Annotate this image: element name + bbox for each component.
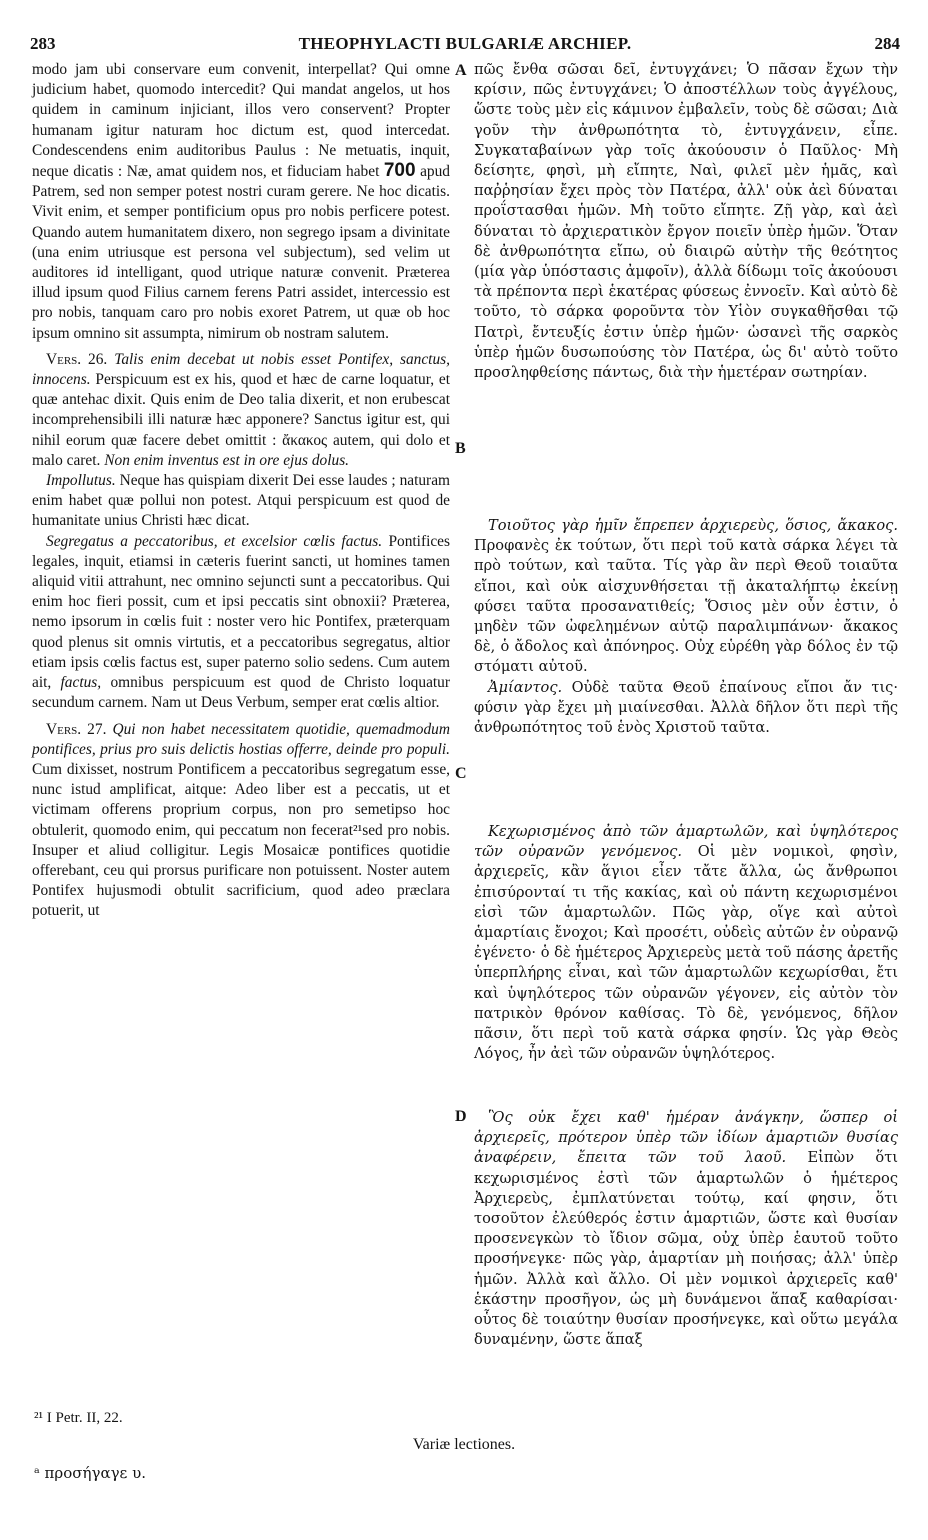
running-header bbox=[30, 34, 900, 58]
latin-column bbox=[32, 60, 450, 922]
greek-paragraph-1: πῶς ἔνθα σῶσαι δεῖ, ἐντυγχάνει; Ὁ πᾶσαν ἔχων τὴν κρίσιν, πῶς ἐντυγχάνει; Ὁ ἀποστέλλων τοὺς ἀγγέλους, ὥστε τοὺς μὲν εἰς κάμινον ἐμβαλεῖν, τοὺς δὲ σῶσαι; Διὰ γοῦν τὴν ἀνθρωπότητα τὸ, ἐντυγχάνειν, εἶπε. Συγκαταβαίνων γὰρ τοῖς ἀκούουσιν ὁ Παῦλος· Μὴ δείσητε, φησὶ, μὴ εἴπητε, Ναὶ, φιλεῖ μὲν ἡμᾶς, καὶ παῤῥησίαν ἔχει πρὸς τὸν Πατέρα, ἀλλ' οὐκ ἀεὶ δύναται προΐστασθαι ἡμῶν. Μὴ τοῦτο εἴπητε. Ζῇ γὰρ, καὶ ἀεὶ δύναται τὸ ἀρχιερατικὸν ἔργον ποιεῖν ὑπὲρ ἡμῶν. Ὅταν δὲ ἀνθρωπότητα εἴπω, οὐ διαιρῶ αὐτὴν τῆς θεότητος (μία γὰρ ὑπόστασις ἀμφοῖν), ἀλλὰ δίδωμι τοῖς ἀκούουσι τὰ πρέποντα περὶ ἑκατέρας φύσεως ἐννοεῖν. Καὶ αὐτὸ δὲ τοῦτο, τὸ σάρκα φοροῦντα τὸν Υἱὸν συγκαθῆσθαι τῷ Πατρὶ, ἔντευξίς ἐστιν ὑπὲρ ἡμῶν· ὡσανεὶ τῆς σαρκὸς ὑπὲρ ἡμῶν δυσωπούσης τὸν Πατέρα, ὡς δι' αὐτὸ τοῦτο προσληφθείσης πάντως, διὰ τὴν ἡμετέραν σωτηρίαν. bbox=[474, 61, 898, 382]
footnote: ²¹ I Petr. II, 22. bbox=[34, 1410, 123, 1426]
variae-lectiones-heading: Variæ lectiones. bbox=[412, 1436, 516, 1453]
greek-column-block-1 bbox=[474, 60, 898, 383]
greek-column-block-3 bbox=[474, 822, 898, 1064]
verse-label: Vers. 26. bbox=[46, 350, 108, 368]
greek-paragraph-hos-ouk: Ὃς οὐκ ἔχει καθ' ἡμέραν ἀνάγκην, ὥσπερ οἱ ἀρχιερεῖς, πρότερον ὑπὲρ τῶν ἰδίων ἁμαρτιῶν θυσίας ἀναφέρειν, ἔπειτα τῶν τοῦ λαοῦ. Εἰπὼν ὅτι κεχωρισμένος ἐστὶ τῶν ἁμαρτωλῶν ὁ ἡμέτερος Ἀρχιερεὺς, ἐμπλατύνεται τούτῳ, καί φησιν, ὅτι τοσοῦτον ἐλεύθερός ἐστιν ἁμαρτιῶν, ὥστε καὶ θυσίαν προσενεγκὼν τὸ ἴδιον σῶμα, οὐχ ὑπὲρ ἑαυτοῦ τοῦτο προσήνεγκε· πῶς γὰρ, ἁμαρτίαν μὴ ποιήσας; ἀλλ' ὑπὲρ ἡμῶν. Ἀλλὰ καὶ ἄλλο. Οἱ μὲν νομικοὶ ἀρχιερεῖς καθ' ἑκάστην προσῆγον, ὡς μὴ δυνάμενοι ἅπαξ καθαρίσαι· οὗτος δὲ τοιαύτην θυσίαν προσήνεγκε, καὶ οὕτω μεγάλα δυναμένην, ὥστε ἅπαξ bbox=[474, 1109, 899, 1349]
page-number-right: 284 bbox=[874, 34, 900, 53]
column-number: 700 bbox=[383, 160, 416, 182]
latin-paragraph-segregatus: Segregatus a peccatoribus, et excelsior cœlis factus. Pontifices legales, inquit, etiamsi in cæteris fuerint sancti, ut homines tamen aliquid vitii attrahunt, nec omnino sejuncti sunt a peccatoribus. Qui enim hoc fieri possit, cum et ipsi peccatis sint obnoxii? Præterea, nemo ipsorum in cœlis fuit : noster vero hic Pontifex, præterquam quod plenus sit omnis virtutis, et a peccatoribus segregatus, altior etiam ipsis cœlis factus est, super paterno solio sedens. Cum autem ait, factus, omnibus perspicuum est quod de Christo loquatur secundum carnem. Nam ut Deus Verbum, semper erat cœlis altior. bbox=[32, 532, 450, 712]
latin-paragraph-vers-27: Vers. 27. Qui non habet necessitatem quotidie, quemadmodum pontifices, prius pro suis delictis hostias offerre, deinde pro populi. Cum dixisset, nostrum Pontificem a peccatoribus segregatum esse, nunc istud amplificat, aitque: Adeo liber est a peccatis, ut et victimam offerens proprium corpus, non pro semetipso hoc obtulerit, quomodo enim, qui peccatum non fecerat²¹sed pro nobis. Insuper et aliud colligitur. Legis Mosaicæ pontifices quotidie offerebant, ceu qui prorsus purificare non potuissent. Noster autem Pontifex hujusmodi obtulit sacrificium, quod adeo præclara potuerit, ut bbox=[32, 720, 450, 920]
greek-paragraph-toioutos: Τοιοῦτος γὰρ ἡμῖν ἔπρεπεν ἀρχιερεὺς, ὅσιος, ἄκακος. Προφανὲς ἐκ τούτων, ὅτι περὶ τοῦ κατὰ σάρκα λέγει τὰ πρὸ τούτων, καὶ ταῦτα. Τίς γὰρ ἂν περὶ Θεοῦ τοιαῦτα εἴποι, καὶ οὐκ αἰσχυνθήσεται τῇ ἀκαταλήπτῳ ἐκείνῃ φύσει ταῦτα προσανατιθείς; Ὅσιος μὲν οὖν ἐστιν, ὁ μηδὲν τῶν ὠφελημένων αὐτῷ παραλιμπάνων· ἄκακος δὲ, ὁ ἄδολος καὶ ἀπόνηρος. Οὐχ εὑρέθη γὰρ δόλος ἐν τῷ στόματι αὐτοῦ. bbox=[474, 517, 898, 676]
page-number-left: 283 bbox=[30, 34, 56, 53]
margin-marker-a: A bbox=[455, 62, 467, 79]
latin-paragraph-1: modo jam ubi conservare eum convenit, interpellat? Qui omne judicium habet, quomodo intercedit? Qui mandat angelos, ut hos quidem in caminum injiciant, illos vero conservent? Propter humanam igitur naturam hoc dictum est, quod intercedat. Condescendens enim auditoribus Paulus : Ne metuatis, inquit, neque dicatis : Næ, amat quidem nos, et fiduciam habet 700 apud Patrem, sed non semper potest nostri curam gerere. Ne hoc dicatis. Vivit enim, et semper pontificium opus pro nobis perficere potest. Quando autem humanitatem dixero, non segrego ipsam a divinitate (una enim utriusque est persona vel subjectum), sed velim ut auditores id intelligant, quod utrique naturæ convenit. Præterea illud ipsum quod Filius carnem ferens Patri assidet, intercessio est pro nobis, tanquam caro pro nobis exoret Patrem, ut quæ ob hoc ipsum omnino sit assumpta, nimirum ob nostram salutem. bbox=[32, 61, 450, 342]
greek-paragraph-kechorismenos: Κεχωρισμένος ἀπὸ τῶν ἁμαρτωλῶν, καὶ ὑψηλότερος τῶν οὐρανῶν γενόμενος. Οἱ μὲν νομικοὶ, φησὶν, ἀρχιερεῖς, κἂν ἅγιοι εἶεν τἄτε ἄλλα, ὡς ἄνθρωποι ἐπισύρονταί τι τῆς κακίας, καὶ οὐ πάντη κεχωρισμένοι εἰσὶ τῶν ἁμαρτωλῶν. Πῶς γὰρ, οἵγε καὶ αὐτοὶ ἁμαρτίαις ἔνοχοι; Καὶ προσέτι, οὐδεὶς αὐτῶν ἐν οὐρανῷ ἐγένετο· ὁ δὲ ἡμέτερος Ἀρχιερεὺς μετὰ τοῦ πάσης ἀρετῆς ὑπερπλήρης εἶναι, καὶ τῶν ἁμαρτωλῶν κεχωρίσθαι, ἔτι καὶ ὑψηλότερος τῶν οὐρανῶν γέγονεν, εἰς αὐτὸν τὸν πατρικὸν θρόνον καθίσας. Τὸ δὲ, γενόμενος, δῆλον πᾶσιν, ὅτι περὶ τοῦ κατὰ σάρκα φησίν. Ὡς γὰρ Θεὸς Λόγος, ἦν ἀεὶ τῶν οὐρανῶν ὑψηλότερος. bbox=[474, 823, 899, 1063]
margin-marker-b: B bbox=[455, 440, 466, 457]
greek-paragraph-amiantos: Ἀμίαντος. Οὐδὲ ταῦτα Θεοῦ ἐπαίνους εἴποι ἄν τις· φύσιν γὰρ ἔχει μὴ μιαίνεσθαι. Ἀλλὰ δῆλον ὅτι περὶ τῆς ἀνθρωπότητος τοῦ ἑνὸς Χριστοῦ ταῦτα. bbox=[474, 678, 898, 737]
greek-column-block-4 bbox=[474, 1108, 898, 1350]
verse-label: Vers. 27. bbox=[46, 720, 107, 738]
margin-marker-d: D bbox=[455, 1108, 467, 1125]
running-title: THEOPHYLACTI BULGARIÆ ARCHIEP. bbox=[298, 34, 632, 53]
greek-column-block-2 bbox=[474, 516, 898, 738]
variant-note: ᵃ προσήγαγε υ. bbox=[34, 1464, 146, 1482]
margin-marker-c: C bbox=[455, 765, 467, 782]
latin-paragraph-vers-26: Vers. 26. Talis enim decebat ut nobis esset Pontifex, sanctus, innocens. Perspicuum est ex his, quod et hæc de carne loquatur, et quæ antehac dixit. Quis enim de Deo talia dixerit, et non erubescat incomprehensibili illi naturæ hæc apponere? Sanctus igitur est, qui nihil eorum quæ facere debet omittit : ἄκακος autem, qui dolo et malo caret. Non enim inventus est in ore ejus dolus. bbox=[32, 350, 450, 469]
latin-paragraph-impollutus: Impollutus. Neque has quispiam dixerit Dei esse laudes ; naturam enim habet quæ pollui non potest. Atqui perspicuum est quod de humanitate unius Christi hæc dicat. bbox=[32, 472, 450, 530]
